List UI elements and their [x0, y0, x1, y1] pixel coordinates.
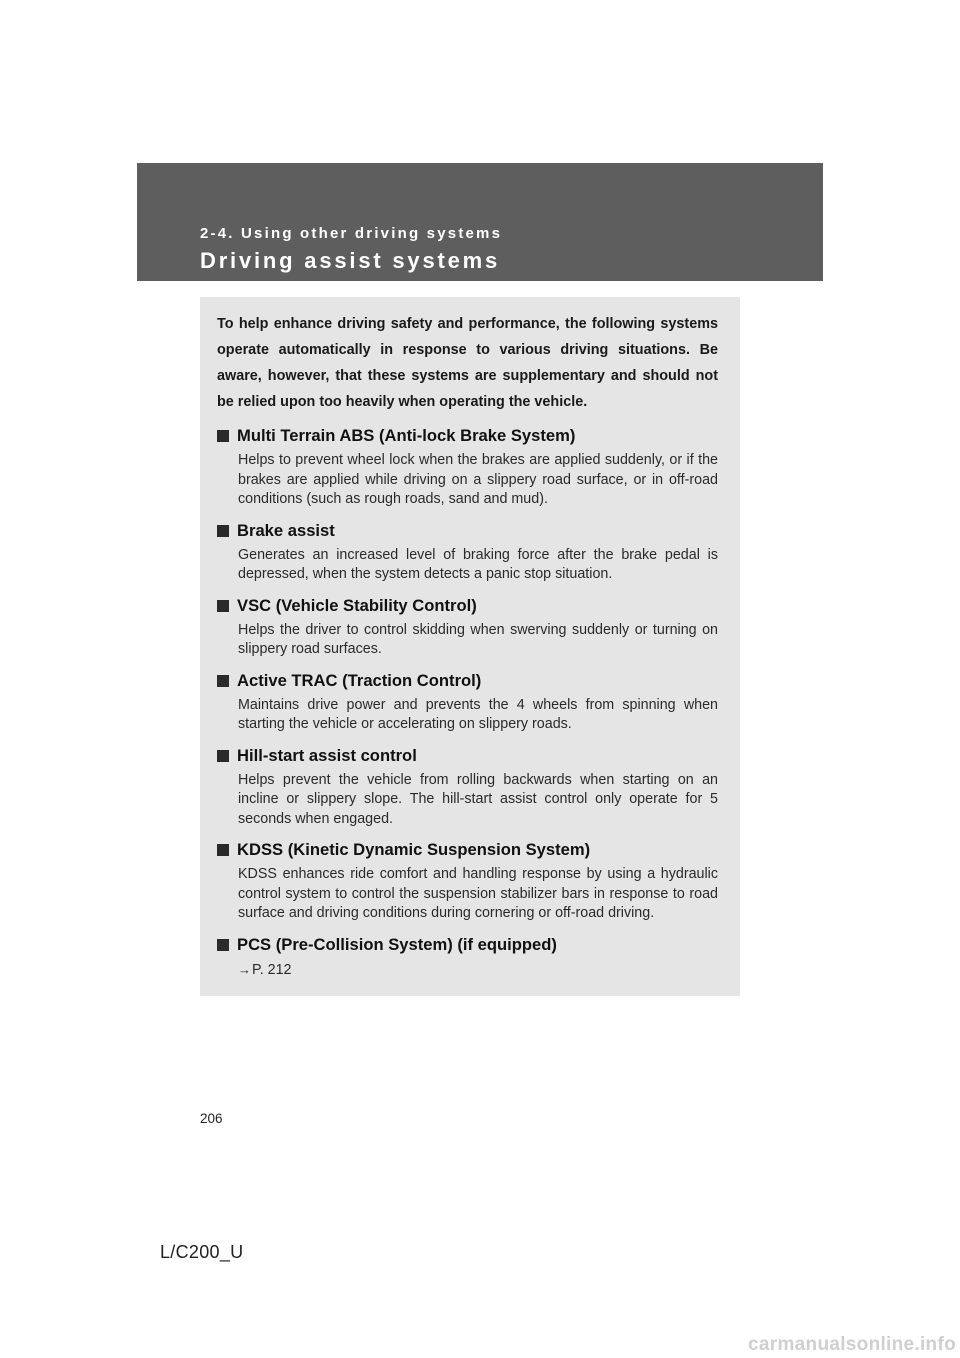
right-arrow-icon: →: [238, 961, 251, 977]
square-bullet-icon: [217, 844, 229, 856]
square-bullet-icon: [217, 600, 229, 612]
section-abs: [217, 425, 718, 510]
square-bullet-icon: [217, 675, 229, 687]
section-heading: [217, 670, 718, 692]
section-heading: [217, 839, 718, 861]
square-bullet-icon: [217, 430, 229, 442]
section-body: Generates an increased level of braking force after the brake pedal is depressed, when the system detects a panic stop situation.: [238, 546, 718, 582]
section-body: Helps prevent the vehicle from rolling backwards when starting on an incline or slippery slope. The hill-start assist control only operate for 5 seconds when engaged.: [238, 771, 718, 827]
section-body: KDSS enhances ride comfort and handling response by using a hydraulic control system to control the suspension stabilizer bars in response to road surface and driving conditions during cornering or off-road driving.: [238, 866, 718, 921]
section-heading-text: VSC (Vehicle Stability Control): [237, 595, 477, 615]
page-number: 206: [200, 1111, 223, 1126]
section-heading: [217, 425, 718, 447]
section-active-trac: [217, 670, 718, 735]
square-bullet-icon: [217, 525, 229, 537]
section-heading-text: PCS (Pre-Collision System) (if equipped): [237, 934, 557, 954]
page-reference-link[interactable]: P. 212: [252, 961, 292, 978]
section-heading-text: Multi Terrain ABS (Anti-lock Brake System): [237, 426, 576, 445]
section-heading-text: KDSS (Kinetic Dynamic Suspension System): [237, 840, 591, 859]
section-heading-text: Brake assist: [237, 520, 335, 540]
section-kdss: [217, 839, 718, 924]
intro-paragraph: To help enhance driving safety and performance, the following systems operate automatically in response to various driving situations. Be aware, however, that these systems are supplementary and should not be relied upon too heavily when operating the vehicle.: [217, 316, 718, 410]
section-pcs: [217, 934, 718, 981]
watermark: carmanualsonline.info: [748, 1334, 956, 1355]
section-body: Helps the driver to control skidding when swerving suddenly or turning on slippery road surfaces.: [238, 621, 718, 657]
section-brake-assist: [217, 520, 718, 585]
section-label: 2-4. Using other driving systems: [200, 225, 503, 242]
section-body: Maintains drive power and prevents the 4 wheels from spinning when starting the vehicle or accelerating on slippery roads.: [238, 696, 718, 732]
square-bullet-icon: [217, 750, 229, 762]
section-heading: [217, 934, 718, 956]
section-heading-text: Active TRAC (Traction Control): [237, 670, 482, 690]
section-hill-start: [217, 745, 718, 830]
square-bullet-icon: [217, 939, 229, 951]
header-band: [137, 163, 823, 281]
section-heading: [217, 595, 718, 617]
section-vsc: [217, 595, 718, 660]
content-box: [200, 297, 740, 996]
section-body: Helps to prevent wheel lock when the brakes are applied suddenly, or if the brakes are applied while driving on a slippery road surface, or in off-road conditions (such as rough roads, sand and mud).: [238, 452, 718, 507]
page-title: Driving assist systems: [200, 248, 501, 273]
page-reference: [238, 960, 718, 981]
section-heading-text: Hill-start assist control: [237, 745, 417, 765]
model-code: L/C200_U: [160, 1242, 244, 1262]
section-heading: [217, 520, 718, 542]
section-heading: [217, 745, 718, 767]
